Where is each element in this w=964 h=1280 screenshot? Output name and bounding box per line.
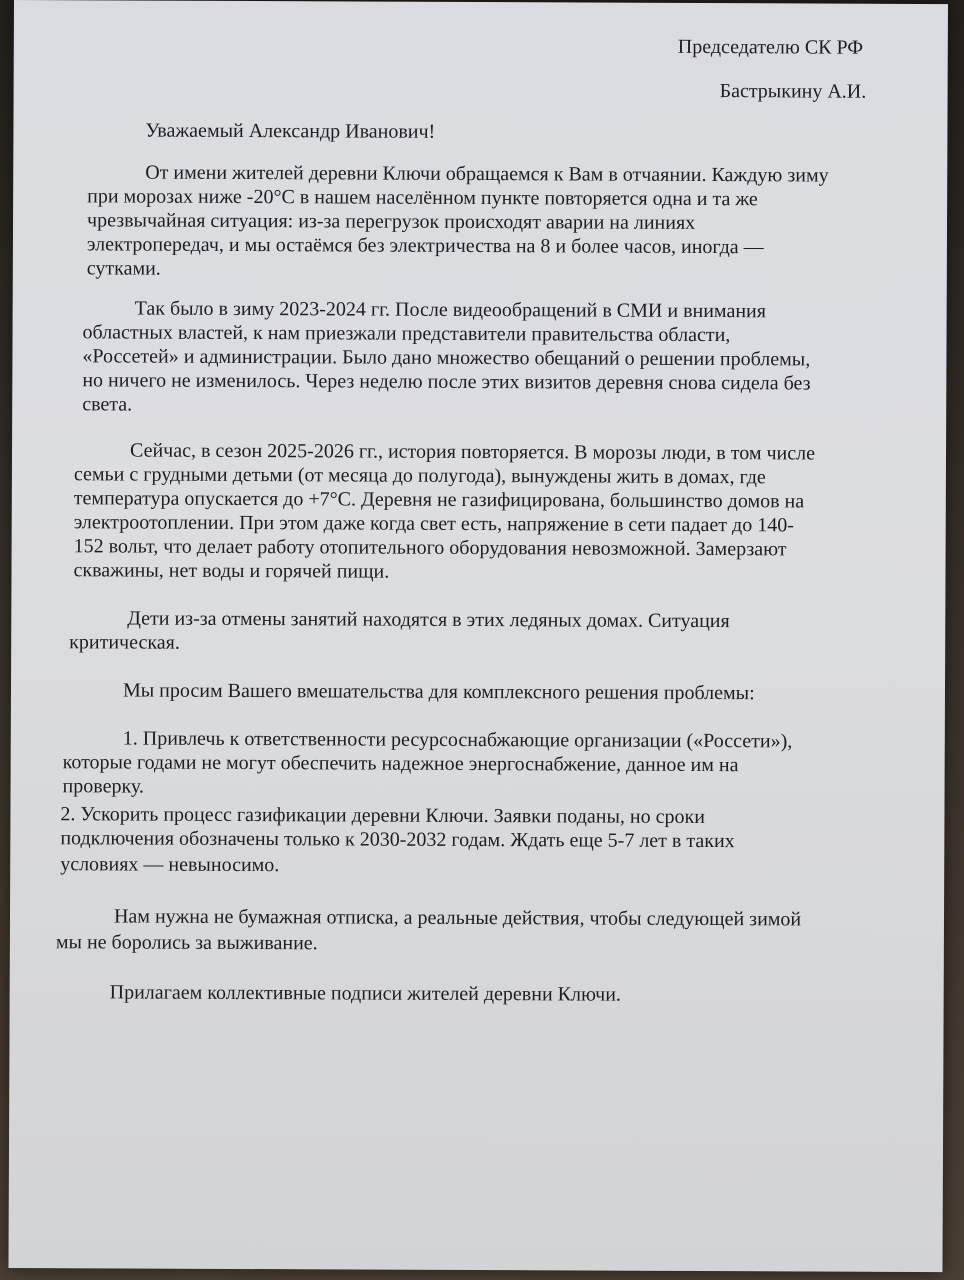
list-line: 2. Ускорить процесс газификации деревни Ключи. Заявки поданы, но сроки — [60, 803, 706, 829]
paragraph-line: областных властей, к нам приезжали представители правительства области, — [82, 321, 731, 347]
paragraph-line: Мы просим Вашего вмешательства для комплексного решения проблемы: — [122, 679, 755, 705]
paragraph-line: «Россетей» и администрации. Было дано множество обещаний о решении проблемы, — [82, 345, 811, 371]
list-line: подключения обозначены только к 2030-2032 годам. Ждать еще 5-7 лет в таких — [60, 827, 735, 853]
letter-sheet — [8, 0, 948, 1272]
paragraph-line: чрезвычайная ситуация: из-за перегрузок происходят аварии на линиях — [86, 209, 696, 234]
paragraph-line: 152 вольт, что делает работу отопительного оборудования невозможной. Замерзают — [73, 535, 787, 561]
paragraph-line: Дети из-за отмены занятий находятся в этих ледяных домах. Ситуация — [127, 607, 730, 633]
paragraph-line: сутками. — [86, 257, 161, 280]
paragraph-line: электроотоплении. При этом даже когда свет есть, напряжение в сети падает до 140- — [73, 511, 794, 537]
paragraph-line: Так было в зиму 2023-2024 гг. После видеообращений в СМИ и внимания — [134, 297, 767, 323]
paragraph-line: электропередач, и мы остаёмся без электричества на 8 и более часов, иногда — — [86, 233, 764, 259]
paragraph-line: Сейчас, в сезон 2025-2026 гг., история повторяется. В морозы люди, в том числе — [129, 439, 816, 465]
list-line: которые годами не могут обеспечить надежное энергоснабжение, данное им на — [62, 751, 739, 777]
addressee-line-2: Бастрыкину А.И. — [719, 80, 867, 103]
closing-line: Нам нужна не бумажная отписка, а реальные действия, чтобы следующей зимой — [113, 905, 802, 931]
list-line: 1. Привлечь к ответственности ресурсоснабжающие организации («Россети»), — [122, 727, 793, 753]
list-line: условиях — невыносимо. — [60, 853, 280, 877]
salutation: Уважаемый Александр Иванович! — [145, 119, 436, 143]
closing-line: мы не боролись за выживание. — [55, 931, 318, 955]
paragraph-line: света. — [82, 393, 133, 416]
paragraph-line: скважины, нет воды и горячей пищи. — [73, 559, 390, 583]
list-line: проверку. — [62, 775, 144, 798]
paragraph-line: при морозах ниже -20°С в нашем населённом пункте повторяется одна и та же — [87, 185, 758, 211]
closing-line: Прилагаем коллективные подписи жителей деревни Ключи. — [109, 981, 621, 1006]
paragraph-line: семьи с грудными детьми (от месяца до полугода), вынуждены жить в домах, где — [73, 463, 766, 489]
paragraph-line: критическая. — [69, 631, 180, 654]
paragraph-line: температура опускается до +7°С. Деревня не газифицирована, большинство домов на — [73, 487, 805, 513]
paragraph-line: но ничего не изменилось. Через неделю после этих визитов деревня снова сидела без — [82, 369, 811, 395]
paragraph-line: От имени жителей деревни Ключи обращаемся к Вам в отчаянии. Каждую зиму — [145, 161, 829, 187]
addressee-line-1: Председателю СК РФ — [677, 35, 864, 59]
